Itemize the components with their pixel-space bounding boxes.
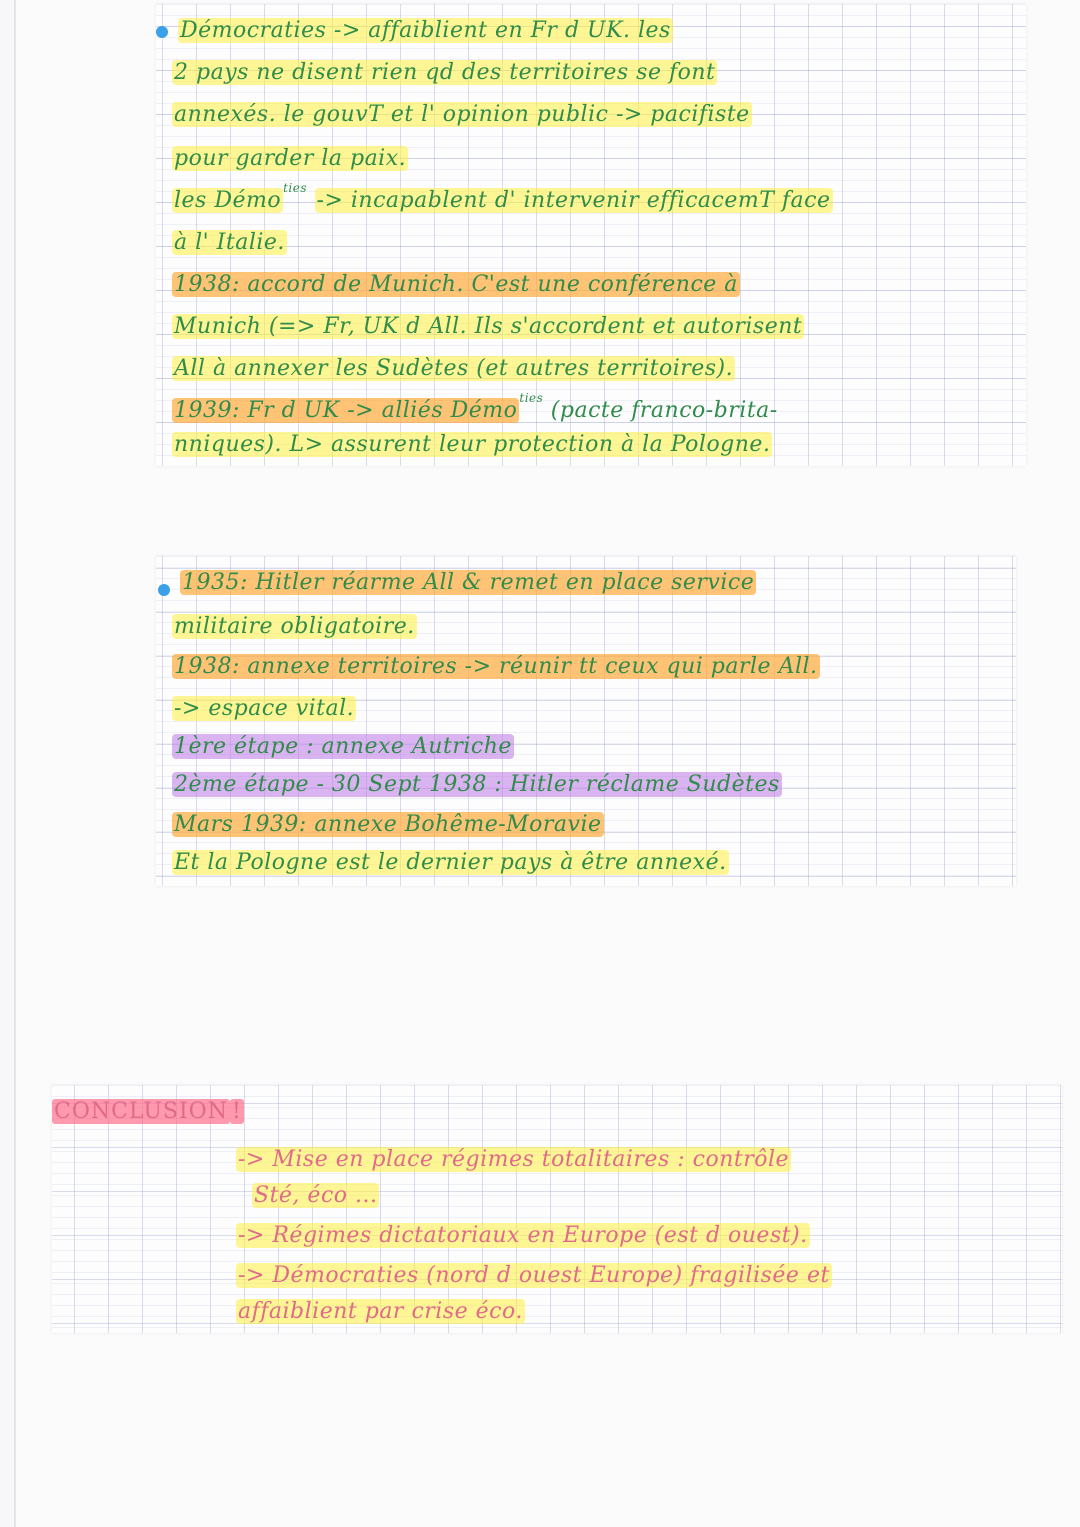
note-line: 1939: Fr d UK -> alliés Démo $^{ties}$ (pacte franco-brita- (174, 391, 778, 423)
bullet-dot (158, 584, 170, 596)
note-line: Sté, éco ... (254, 1183, 378, 1208)
note-line: -> espace vital. (174, 696, 355, 721)
notes-card-conclusion (52, 1085, 1062, 1333)
note-line: -> Régimes dictatoriaux en Europe (est d ouest). (238, 1223, 808, 1248)
note-line: Mars 1939: annexe Bohême-Moravie (174, 812, 602, 837)
note-line: nniques). L> assurent leur protection à la Pologne. (174, 432, 771, 457)
note-line: Démocraties -> affaiblient en Fr d UK. les (180, 18, 671, 43)
note-line: affaiblient par crise éco. (238, 1299, 523, 1324)
note-line: militaire obligatoire. (174, 614, 415, 639)
conclusion-title: CONCLUSION ! (54, 1099, 242, 1124)
note-line: 1935: Hitler réarme All & remet en place service (182, 570, 755, 595)
notes-card-democraties (156, 4, 1026, 466)
note-line: 1ère étape : annexe Autriche (174, 734, 512, 759)
note-line: 1938: annexe territoires -> réunir tt ceux qui parle All. (174, 654, 818, 679)
note-line: 2 pays ne disent rien qd des territoires se font (174, 60, 716, 85)
note-line: -> Mise en place régimes totalitaires : contrôle (238, 1147, 790, 1172)
bullet-dot (156, 26, 168, 38)
note-line: Munich (=> Fr, UK d All. Ils s'accordent et autorisent (174, 314, 803, 339)
note-line: All à annexer les Sudètes (et autres territoires). (174, 356, 734, 381)
note-line: à l' Italie. (174, 230, 285, 255)
note-line: Et la Pologne est le dernier pays à être annexé. (174, 850, 727, 875)
note-line: pour garder la paix. (174, 146, 407, 171)
notebook-page (14, 0, 1080, 1527)
note-line: 2ème étape - 30 Sept 1938 : Hitler réclame Sudètes (174, 772, 780, 797)
note-line: annexés. le gouvT et l' opinion public -> pacifiste (174, 102, 750, 127)
note-line: les Démo $^{ties}$ -> incapablent d' intervenir efficacemT face (174, 181, 831, 213)
note-line: -> Démocraties (nord d ouest Europe) fragilisée et (238, 1263, 830, 1288)
note-line: 1938: accord de Munich. C'est une conférence à (174, 272, 738, 297)
notes-card-hitler (156, 556, 1016, 886)
